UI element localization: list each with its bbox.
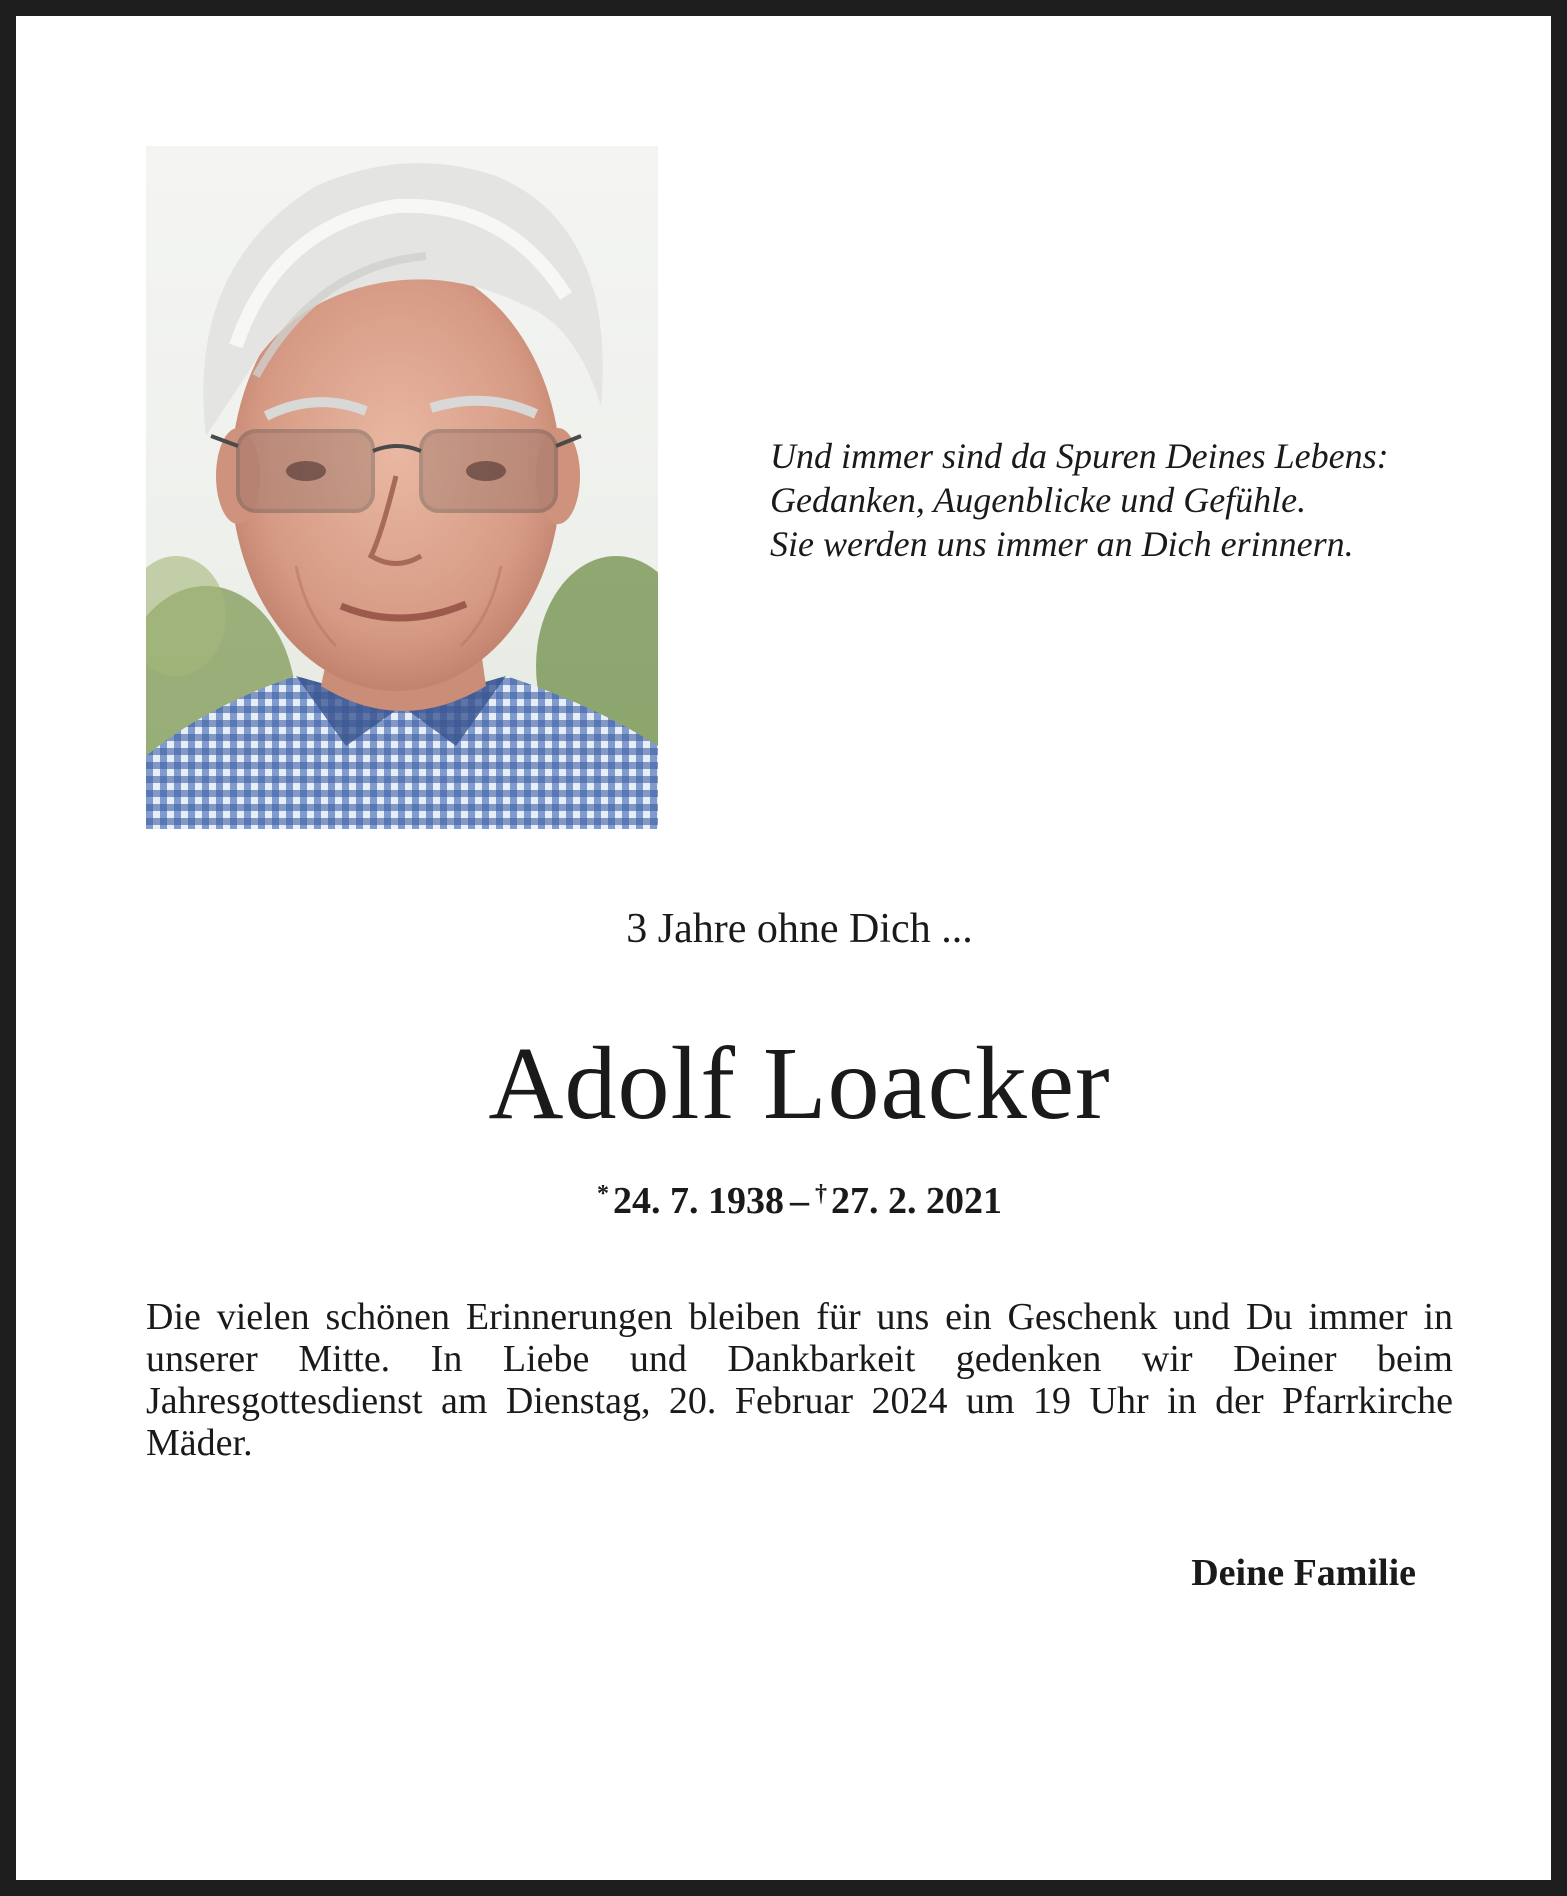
memorial-text: Die vielen schönen Erinnerungen bleiben für uns ein Geschenk und Du immer in unserer Mitte. In Liebe und Dankbarkeit gedenken wir Deiner beim Jahresgottesdienst am Dienstag, 20. Februar 2024 um 19 Uhr in der Pfarrkirche Mäder. — [146, 1296, 1453, 1464]
portrait-illustration — [146, 146, 658, 829]
signature: Deine Familie — [1191, 1552, 1416, 1594]
portrait-photo — [146, 146, 658, 829]
birth-date: 24. 7. 1938 — [613, 1180, 784, 1222]
date-dash: – — [790, 1180, 809, 1222]
deceased-name: Adolf Loacker — [488, 1026, 1111, 1141]
life-dates — [16, 1171, 1567, 1224]
death-date: 27. 2. 2021 — [831, 1180, 1002, 1222]
memorial-quote — [770, 434, 1490, 566]
quote-line: Sie werden uns immer an Dich erinnern. — [770, 524, 1354, 564]
birth-symbol: * — [597, 1181, 609, 1207]
quote-line: Gedanken, Augenblicke und Gefühle. — [770, 480, 1307, 520]
years-without-line: 3 Jahre ohne Dich ... — [626, 906, 973, 952]
death-symbol: † — [815, 1181, 827, 1207]
quote-line: Und immer sind da Spuren Deines Lebens: — [770, 436, 1389, 476]
